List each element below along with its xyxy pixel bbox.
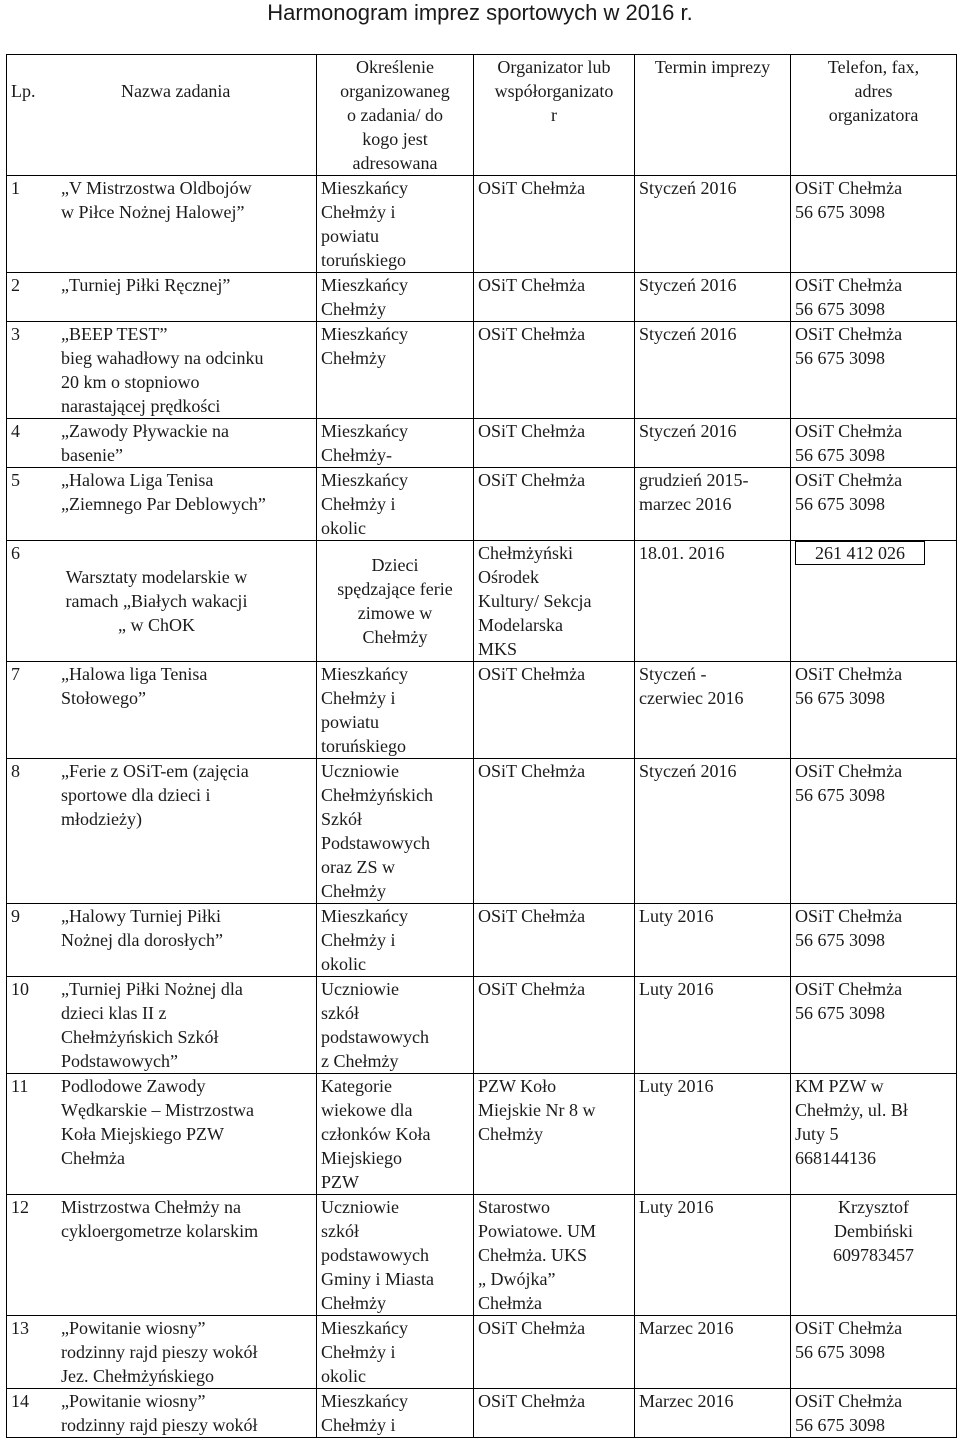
- table-row: [7, 977, 957, 1074]
- cell-organizer: OSiT Chełmża: [474, 273, 635, 322]
- task-name: „Ferie z OSiT-em (zajęcia sportowe dla dzieci i młodzieży): [61, 761, 249, 829]
- cell-date: Luty 2016: [635, 1074, 791, 1195]
- cell-organizer: Chełmżyński Ośrodek Kultury/ Sekcja Modelarska MKS: [474, 541, 635, 662]
- task-name: „Powitanie wiosny” rodzinny rajd pieszy wokół: [61, 1391, 258, 1435]
- row-number: 1: [11, 178, 20, 198]
- row-number: 9: [11, 906, 20, 926]
- row-number: 2: [11, 275, 20, 295]
- cell-contact: OSiT Chełmża 56 675 3098: [791, 322, 957, 419]
- cell-organizer: PZW Koło Miejskie Nr 8 w Chełmży: [474, 1074, 635, 1195]
- task-name: „Powitanie wiosny” rodzinny rajd pieszy wokół Jez. Chełmżyńskiego: [61, 1318, 258, 1386]
- row-number: 4: [11, 421, 20, 441]
- cell-date: Marzec 2016: [635, 1389, 791, 1438]
- cell-organizer: OSiT Chełmża: [474, 176, 635, 273]
- cell-task: [7, 468, 317, 541]
- table-row: [7, 419, 957, 468]
- cell-task: [7, 1316, 317, 1389]
- cell-organizer: OSiT Chełmża: [474, 322, 635, 419]
- table-row: [7, 541, 957, 662]
- row-number: 11: [11, 1076, 29, 1096]
- cell-contact: OSiT Chełmża 56 675 3098: [791, 1316, 957, 1389]
- cell-contact: OSiT Chełmża 56 675 3098: [791, 759, 957, 904]
- cell-audience: Mieszkańcy Chełmży i okolic: [317, 1316, 474, 1389]
- cell-organizer: OSiT Chełmża: [474, 1389, 635, 1438]
- header-organizer: Organizator lub współorganizato r: [474, 55, 635, 176]
- task-name: „Halowa Liga Tenisa „Ziemnego Par Deblowych”: [61, 470, 266, 514]
- table-row: [7, 322, 957, 419]
- cell-date: Luty 2016: [635, 977, 791, 1074]
- row-number: 5: [11, 470, 20, 490]
- task-name: Mistrzostwa Chełmży na cykloergometrze kolarskim: [61, 1197, 259, 1241]
- cell-organizer: OSiT Chełmża: [474, 468, 635, 541]
- task-name: „Turniej Piłki Nożnej dla dzieci klas II z Chełmżyńskich Szkół Podstawowych”: [61, 979, 243, 1071]
- cell-audience: Mieszkańcy Chełmży i powiatu toruńskiego: [317, 176, 474, 273]
- table-row: [7, 176, 957, 273]
- cell-audience: Mieszkańcy Chełmży: [317, 273, 474, 322]
- cell-task: [7, 662, 317, 759]
- row-number: 10: [11, 979, 29, 999]
- cell-date: Styczeń 2016: [635, 176, 791, 273]
- cell-audience: Mieszkańcy Chełmży i: [317, 1389, 474, 1438]
- cell-contact: [791, 541, 957, 662]
- row-number: 3: [11, 324, 20, 344]
- table-row: [7, 662, 957, 759]
- cell-task: [7, 977, 317, 1074]
- cell-organizer: OSiT Chełmża: [474, 904, 635, 977]
- cell-contact: OSiT Chełmża 56 675 3098: [791, 1389, 957, 1438]
- cell-contact: KM PZW w Chełmży, ul. Bł Juty 5 668144136: [791, 1074, 957, 1195]
- task-name: „Halowa liga Tenisa Stołowego”: [61, 664, 208, 708]
- task-name: Podlodowe Zawody Wędkarskie – Mistrzostwa Koła Miejskiego PZW Chełmża: [61, 1076, 254, 1168]
- table-row: [7, 1316, 957, 1389]
- cell-task: [7, 1389, 317, 1438]
- cell-task: [7, 176, 317, 273]
- table-row: [7, 904, 957, 977]
- cell-audience: Uczniowie szkół podstawowych z Chełmży: [317, 977, 474, 1074]
- cell-task: [7, 419, 317, 468]
- table-row: [7, 468, 957, 541]
- cell-task: [7, 1074, 317, 1195]
- cell-contact: OSiT Chełmża 56 675 3098: [791, 662, 957, 759]
- cell-audience: Mieszkańcy Chełmży i okolic: [317, 904, 474, 977]
- cell-audience: Mieszkańcy Chełmży i powiatu toruńskiego: [317, 662, 474, 759]
- cell-organizer: OSiT Chełmża: [474, 759, 635, 904]
- table-row: [7, 273, 957, 322]
- cell-audience: Uczniowie Chełmżyńskich Szkół Podstawowych oraz ZS w Chełmży: [317, 759, 474, 904]
- row-number: 14: [11, 1391, 29, 1411]
- cell-date: Luty 2016: [635, 904, 791, 977]
- cell-audience: Uczniowie szkół podstawowych Gminy i Miasta Chełmży: [317, 1195, 474, 1316]
- cell-task: [7, 904, 317, 977]
- cell-date: Marzec 2016: [635, 1316, 791, 1389]
- header-date: Termin imprezy: [635, 55, 791, 176]
- cell-date: Styczeń 2016: [635, 759, 791, 904]
- cell-audience: Mieszkańcy Chełmży-: [317, 419, 474, 468]
- events-table: [6, 54, 957, 1438]
- cell-task: [7, 541, 317, 662]
- table-row: [7, 1195, 957, 1316]
- row-number: 13: [11, 1318, 29, 1338]
- cell-contact: OSiT Chełmża 56 675 3098: [791, 904, 957, 977]
- task-name: „BEEP TEST” bieg wahadłowy na odcinku 20 km o stopniowo narastającej prędkości: [61, 324, 264, 416]
- task-name: „Halowy Turniej Piłki Nożnej dla dorosłych”: [61, 906, 223, 950]
- cell-audience: Kategorie wiekowe dla członków Koła Miejskiego PZW: [317, 1074, 474, 1195]
- cell-audience: Mieszkańcy Chełmży i okolic: [317, 468, 474, 541]
- cell-contact: OSiT Chełmża 56 675 3098: [791, 176, 957, 273]
- cell-task: [7, 1195, 317, 1316]
- task-name: „Zawody Pływackie na basenie”: [61, 421, 229, 465]
- row-number: 12: [11, 1197, 29, 1217]
- row-number: 6: [11, 543, 20, 563]
- header-lp-name: [7, 55, 317, 176]
- row-number: 7: [11, 664, 20, 684]
- task-name: „Turniej Piłki Ręcznej”: [61, 275, 231, 295]
- cell-date: Styczeń 2016: [635, 273, 791, 322]
- cell-organizer: OSiT Chełmża: [474, 419, 635, 468]
- cell-organizer: Starostwo Powiatowe. UM Chełmża. UKS „ Dwójka” Chełmża: [474, 1195, 635, 1316]
- cell-date: grudzień 2015- marzec 2016: [635, 468, 791, 541]
- task-name: Warsztaty modelarskie w ramach „Białych wakacji „ w ChOK: [65, 567, 248, 635]
- cell-date: Styczeń 2016: [635, 322, 791, 419]
- header-lp: Lp.: [11, 81, 36, 101]
- table-row: [7, 1074, 957, 1195]
- cell-contact: OSiT Chełmża 56 675 3098: [791, 419, 957, 468]
- page-title: Harmonogram imprez sportowych w 2016 r.: [267, 0, 693, 25]
- cell-task: [7, 759, 317, 904]
- cell-audience: Dzieci spędzające ferie zimowe w Chełmży: [317, 541, 474, 662]
- task-name: „V Mistrzostwa Oldbojów w Piłce Nożnej Halowej”: [61, 178, 252, 222]
- row-number: 8: [11, 761, 20, 781]
- cell-organizer: OSiT Chełmża: [474, 662, 635, 759]
- table-row: [7, 759, 957, 904]
- header-name: Nazwa zadania: [121, 81, 231, 101]
- header-contact: Telefon, fax, adres organizatora: [791, 55, 957, 176]
- cell-date: Luty 2016: [635, 1195, 791, 1316]
- cell-contact: OSiT Chełmża 56 675 3098: [791, 977, 957, 1074]
- cell-contact: Krzysztof Dembiński 609783457: [791, 1195, 957, 1316]
- cell-organizer: OSiT Chełmża: [474, 1316, 635, 1389]
- cell-task: [7, 322, 317, 419]
- header-audience: Określenie organizowaneg o zadania/ do kogo jest adresowana: [317, 55, 474, 176]
- cell-date: 18.01. 2016: [635, 541, 791, 662]
- cell-date: Styczeń - czerwiec 2016: [635, 662, 791, 759]
- cell-audience: Mieszkańcy Chełmży: [317, 322, 474, 419]
- cell-contact: OSiT Chełmża 56 675 3098: [791, 468, 957, 541]
- cell-contact: OSiT Chełmża 56 675 3098: [791, 273, 957, 322]
- cell-date: Styczeń 2016: [635, 419, 791, 468]
- header-row: [7, 55, 957, 176]
- cell-task: [7, 273, 317, 322]
- table-row: [7, 1389, 957, 1438]
- cell-organizer: OSiT Chełmża: [474, 977, 635, 1074]
- phone-box: 261 412 026: [795, 541, 925, 565]
